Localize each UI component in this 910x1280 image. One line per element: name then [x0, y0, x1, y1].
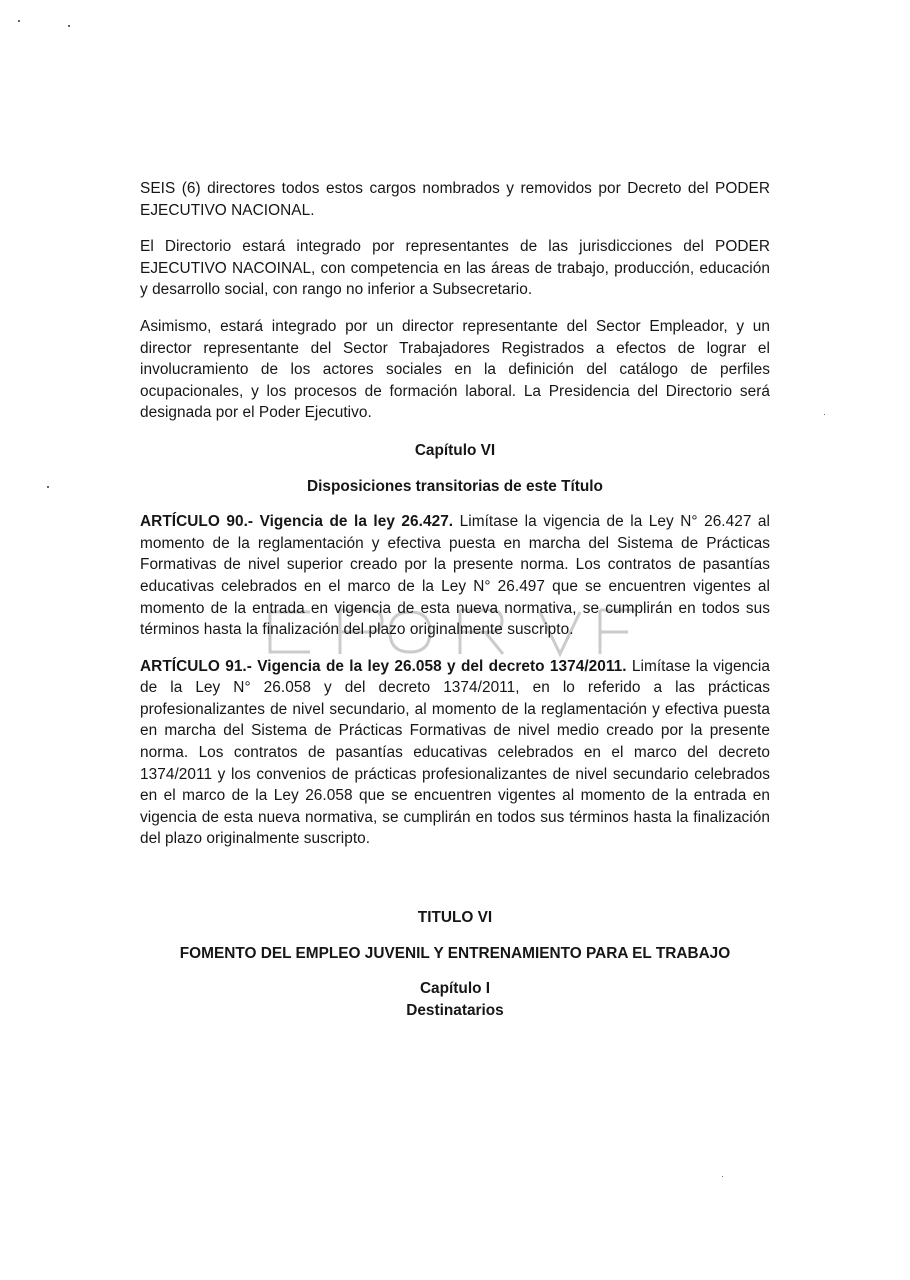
scan-dot [18, 20, 20, 22]
scan-dot [722, 1176, 723, 1177]
article-91-body: Limítase la vigencia de la Ley N° 26.058 y del decreto 1374/2011, en lo referido a las prácticas profesionalizantes de nivel secundario, al momento de la reglamentación y efectiva puesta en marcha del Sistema de Prácticas Formativas de nivel medio creado por la presente norma. Los contratos de pasantías educativas celebrados en el marco del decreto 1374/2011 y los convenios de prácticas profesionalizantes de nivel secundario celebrados en el marco de la Ley 26.058 que se encuentren vigentes al momento de la entrada en vigencia de esta nueva normativa, se cumplirán en todos sus términos hasta la finalización del plazo originalmente suscripto. [140, 657, 770, 848]
chapter-6-subtitle: Disposiciones transitorias de este Título [307, 477, 603, 495]
paragraph-directorio: El Directorio estará integrado por representantes de las jurisdicciones del PODER EJECUTIVO NACOINAL, con competencia en las áreas de trabajo, producción, educación y desarrollo social, con rango no inferior a Subsecretario. [140, 238, 770, 299]
article-90 [140, 511, 770, 641]
document-body [140, 178, 770, 1021]
chapter-6-title: Capítulo VI [414, 441, 496, 459]
paragraph-asimismo: Asimismo, estará integrado por un director representante del Sector Empleador, y un director representante del Sector Trabajadores Registrados a efectos de lograr el involucramiento de los actores sociales en la definición del catálogo de perfiles ocupacionales, y los procesos de formación laboral. La Presidencia del Directorio será designada por el Poder Ejecutivo. [140, 317, 770, 422]
article-90-body: Limítase la vigencia de la Ley N° 26.427 al momento de la reglamentación y efectiva puesta en marcha del Sistema de Prácticas Formativas de nivel superior creado por la presente norma. Los contratos de pasantías educativas celebrados en el marco de la Ley N° 26.497 que se encuentren vigentes al momento de la entrada en vigencia de esta nueva normativa, se cumplirán en todos sus términos hasta la finalización del plazo originalmente suscripto. [140, 513, 771, 639]
article-90-lead: ARTÍCULO 90.- Vigencia de la ley 26.427. [140, 513, 454, 531]
paragraph-directores: SEIS (6) directores todos estos cargos nombrados y removidos por Decreto del PODER EJECUTIVO NACIONAL. [140, 180, 770, 219]
chapter-1-subtitle: Destinatarios [406, 1001, 504, 1019]
scan-dot [68, 25, 70, 27]
article-91-lead: ARTÍCULO 91.- Vigencia de la ley 26.058 y del decreto 1374/2011. [140, 657, 627, 675]
article-91 [140, 656, 770, 850]
scan-dot [824, 414, 825, 415]
title-6-name: FOMENTO DEL EMPLEO JUVENIL Y ENTRENAMIENTO PARA EL TRABAJO [179, 944, 731, 962]
title-6-label: TITULO VI [417, 909, 493, 927]
scan-dot [47, 486, 49, 488]
chapter-1-title: Capítulo I [419, 980, 491, 998]
